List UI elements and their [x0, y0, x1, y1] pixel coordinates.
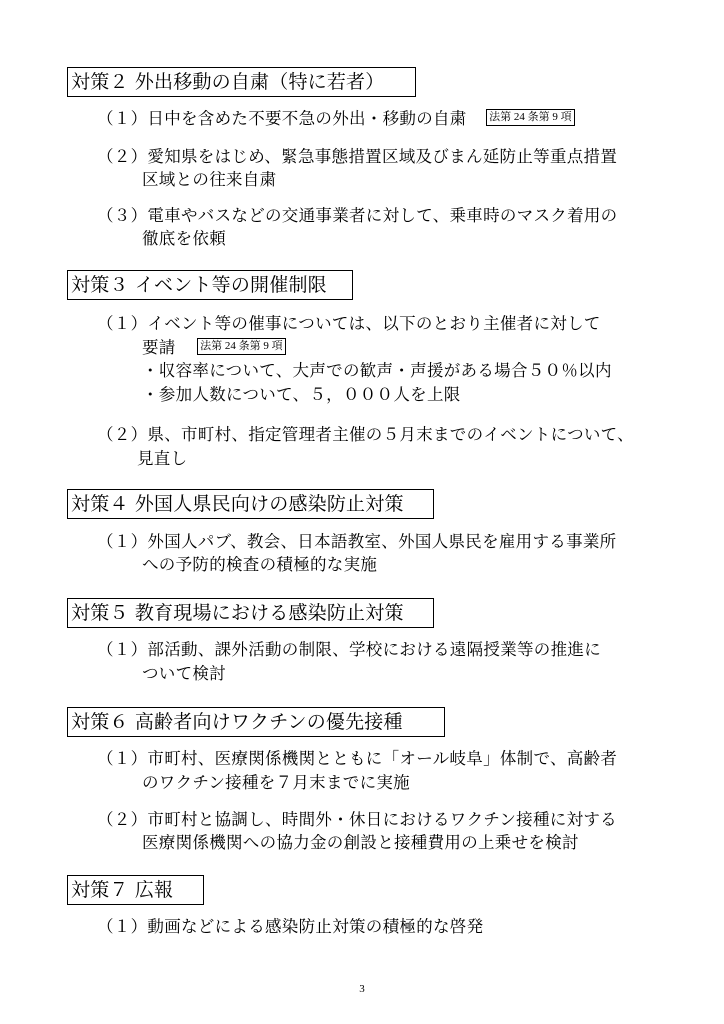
- item-text: （１）日中を含めた不要不急の外出・移動の自粛: [97, 109, 467, 128]
- section-heading-measure-5: 対策５ 教育現場における感染防止対策: [67, 598, 434, 628]
- item-4-1: （１）外国人パブ、教会、日本語教室、外国人県民を雇用する事業所: [97, 532, 617, 551]
- item-text: 要請: [142, 338, 176, 357]
- item-5-1: （１）部活動、課外活動の制限、学校における遠隔授業等の推進に: [97, 640, 601, 659]
- item-2-2-continuation: 区域との往来自粛: [142, 170, 277, 189]
- item-3-2-continuation: 見直し: [137, 449, 188, 468]
- page-number: 3: [359, 983, 365, 995]
- section-heading-measure-3: 対策３ イベント等の開催制限: [67, 270, 353, 300]
- law-reference: 法第 24 条第 9 項: [197, 338, 286, 355]
- section-heading-measure-2: 対策２ 外出移動の自粛（特に若者）: [67, 67, 416, 97]
- item-3-1-continuation: [142, 336, 286, 360]
- bullet-capacity-rate: ・収容率について、大声での歓声・声援がある場合５０％以内: [142, 361, 612, 380]
- item-4-1-continuation: への予防的検査の積極的な実施: [142, 555, 378, 574]
- bullet-participant-limit: ・参加人数について、５，０００人を上限: [142, 385, 461, 404]
- item-2-1: [97, 107, 575, 131]
- item-6-2: （２）市町村と協調し、時間外・休日におけるワクチン接種に対する: [97, 810, 617, 829]
- item-2-2: （２）愛知県をはじめ、緊急事態措置区域及びまん延防止等重点措置: [97, 147, 618, 166]
- section-heading-measure-6: 対策６ 高齢者向けワクチンの優先接種: [67, 707, 445, 737]
- section-heading-measure-4: 対策４ 外国人県民向けの感染防止対策: [67, 489, 434, 519]
- item-7-1: （１）動画などによる感染防止対策の積極的な啓発: [97, 917, 484, 936]
- item-5-1-continuation: ついて検討: [142, 664, 226, 683]
- item-6-1-continuation: のワクチン接種を７月末までに実施: [142, 773, 410, 792]
- section-heading-measure-7: 対策７ 広報: [67, 875, 204, 905]
- law-reference: 法第 24 条第 9 項: [486, 109, 575, 126]
- item-6-1: （１）市町村、医療関係機関とともに「オール岐阜」体制で、高齢者: [97, 749, 618, 768]
- item-2-3: （３）電車やバスなどの交通事業者に対して、乗車時のマスク着用の: [97, 206, 618, 225]
- item-2-3-continuation: 徹底を依頼: [142, 229, 226, 248]
- item-3-1: （１）イベント等の催事については、以下のとおり主催者に対して: [97, 314, 601, 333]
- item-6-2-continuation: 医療関係機関への協力金の創設と接種費用の上乗せを検討: [142, 833, 579, 852]
- item-3-2: （２）県、市町村、指定管理者主催の５月末までのイベントについて、: [97, 425, 634, 444]
